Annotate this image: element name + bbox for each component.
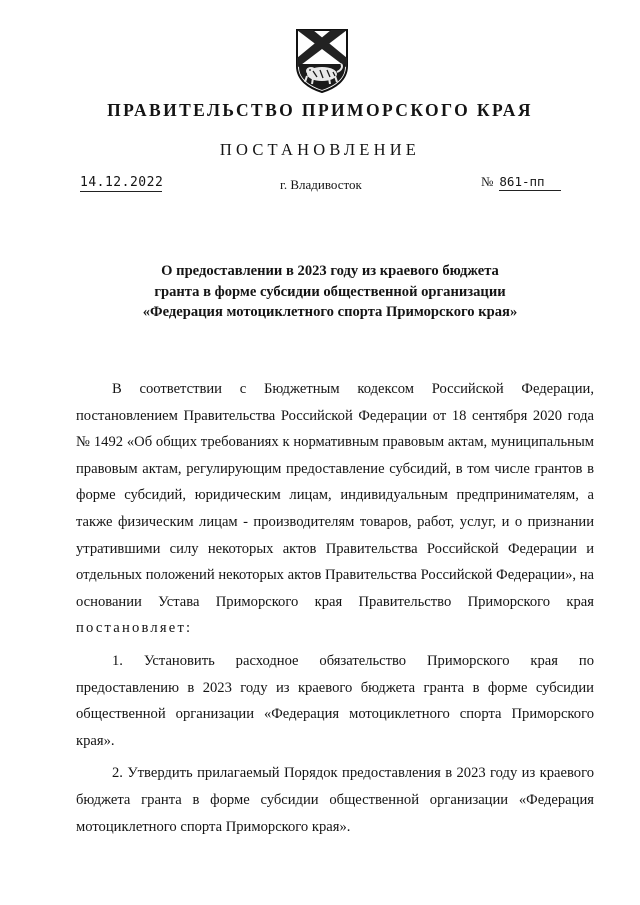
document-subject [80,261,580,323]
decree-word: постановляет: [76,620,193,637]
subject-line: гранта в форме субсидии общественной организации [154,283,506,300]
item-paragraph: 1. Установить расходное обязательство Приморского края по предоставлению в 2023 году из краевого бюджета гранта в форме субсидии общественной организации «Федерация мотоциклетного спорта Приморского края». [76,652,594,749]
government-title: ПРАВИТЕЛЬСТВО ПРИМОРСКОГО КРАЯ [107,100,533,120]
subject-line: О предоставлении в 2023 году из краевого бюджета [161,263,499,279]
document-type: ПОСТАНОВЛЕНИЕ [219,140,421,159]
number-value: 861-пп [499,174,561,191]
document-body [76,376,594,846]
preamble-paragraph [76,376,594,642]
document-number [481,174,561,191]
item-paragraph: 2. Утвердить прилагаемый Порядок предоставления в 2023 году из краевого бюджета гранта в форме субсидии общественной организации «Федерация мотоциклетного спорта Приморского края». [76,765,594,835]
document-city: г. Владивосток [280,177,362,192]
document-date: 14.12.2022 [80,175,164,190]
number-sign: № [481,174,494,189]
preamble-text: В соответствии с Бюджетным кодексом Российской Федерации, постановлением Правительства Российской Федерации от 18 сентября 2020 года № 1492 «Об общих требованиях к нормативным правовым актам, муниципальным правовым актам, регулирующим предоставление субсидий, в том числе грантов в форме субсидий, юридическим лицам, индивидуальным предпринимателям, а также физическим лицам - производителям товаров, работ, услуг, и о признании утратившими силу некоторых актов Правительства Российской Федерации и отдельных положений некоторых актов Правительства Российской Федерации», на основании Устава Приморского края Правительство Приморского края [76,381,594,610]
coat-of-arms-icon [295,28,349,94]
subject-line: «Федерация мотоциклетного спорта Приморского края» [142,304,518,320]
